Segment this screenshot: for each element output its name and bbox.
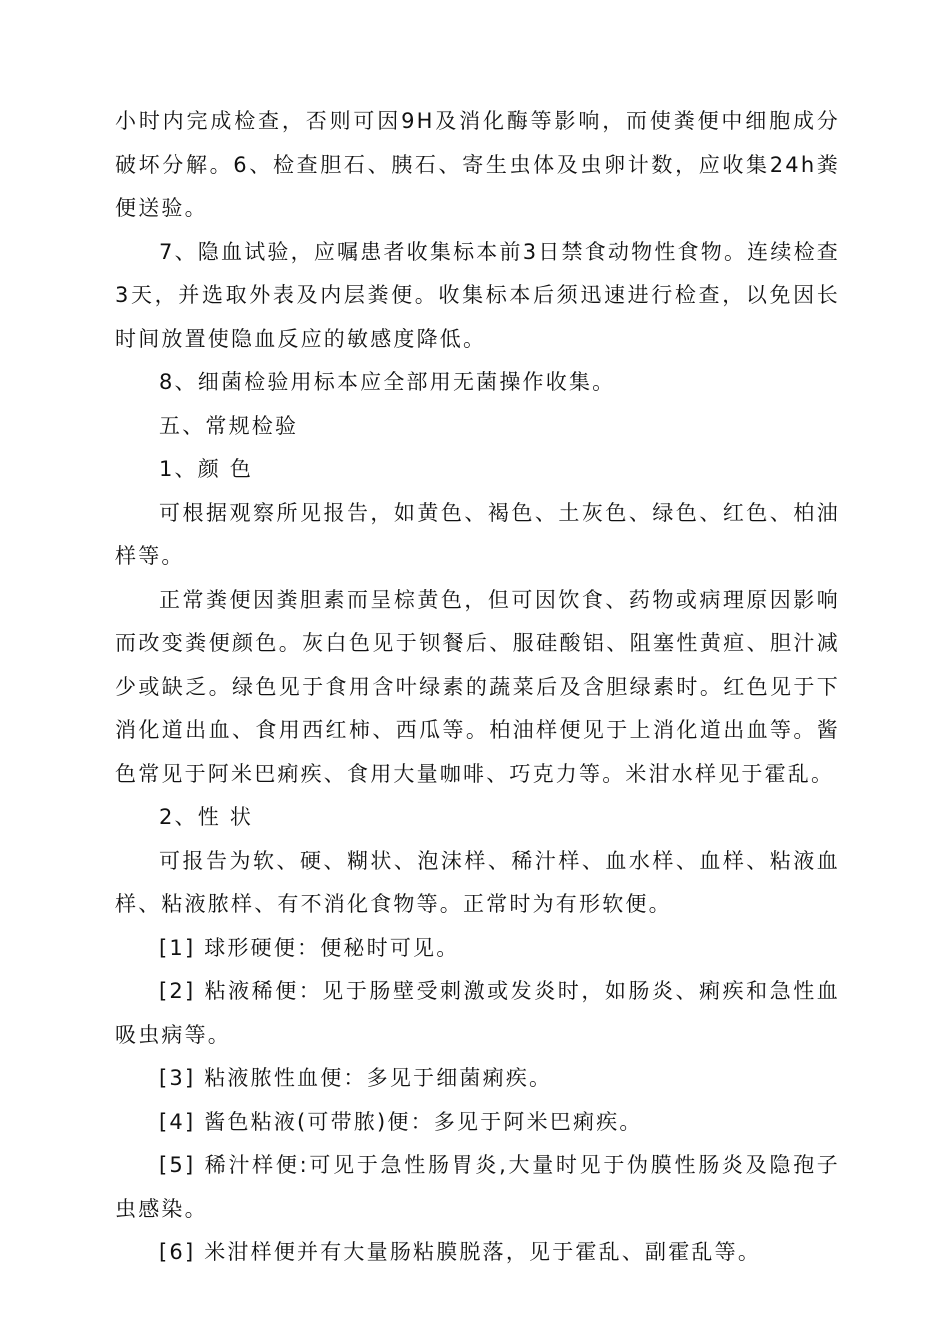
- paragraph: 8、细菌检验用标本应全部用无菌操作收集。: [159, 370, 616, 394]
- paragraph: 正常粪便因粪胆素而呈棕黄色，但可因饮食、药物或病理原因影响而改变粪便颜色。灰白色见于钡餐后、服硅酸铝、阻塞性黄疸、胆汁减少或缺乏。绿色见于食用含叶绿素的蔬菜后及含胆绿素时。红色见于下消化道出血、食用西红柿、西瓜等。柏油样便见于上消化道出血等。酱色常见于阿米巴痢疾、食用大量咖啡、巧克力等。米泔水样见于霍乱。: [115, 587, 840, 786]
- subsection-heading: 2、性 状: [159, 805, 254, 829]
- paragraph: 可报告为软、硬、糊状、泡沫样、稀汁样、血水样、血样、粘液血样、粘液脓样、有不消化食物等。正常时为有形软便。: [115, 848, 840, 916]
- list-item: [2] 粘液稀便：见于肠壁受刺激或发炎时，如肠炎、痢疾和急性血吸虫病等。: [115, 979, 840, 1047]
- subsection-heading: 1、颜 色: [159, 457, 254, 481]
- paragraph: 可根据观察所见报告，如黄色、褐色、土灰色、绿色、红色、柏油样等。: [115, 500, 840, 568]
- paragraph: 小时内完成检查，否则可因9H及消化酶等影响，而使粪便中细胞成分破坏分解。6、检查胆石、胰石、寄生虫体及虫卵计数，应收集24h粪便送验。: [115, 109, 840, 220]
- list-item: [5] 稀汁样便:可见于急性肠胃炎,大量时见于伪膜性肠炎及隐孢子虫感染。: [115, 1153, 840, 1221]
- list-item: [1] 球形硬便：便秘时可见。: [159, 935, 460, 960]
- list-item: [3] 粘液脓性血便：多见于细菌痢疾。: [159, 1066, 553, 1090]
- paragraph: 7、隐血试验，应嘱患者收集标本前3日禁食动物性食物。连续检查3天，并选取外表及内层粪便。收集标本后须迅速进行检查，以免因长时间放置使隐血反应的敏感度降低。: [115, 239, 840, 351]
- section-heading: 五、常规检验: [159, 413, 299, 438]
- list-item: [6] 米泔样便并有大量肠粘膜脱落，见于霍乱、副霍乱等。: [159, 1240, 762, 1264]
- list-item: [4] 酱色粘液(可带脓)便：多见于阿米巴痢疾。: [159, 1109, 643, 1134]
